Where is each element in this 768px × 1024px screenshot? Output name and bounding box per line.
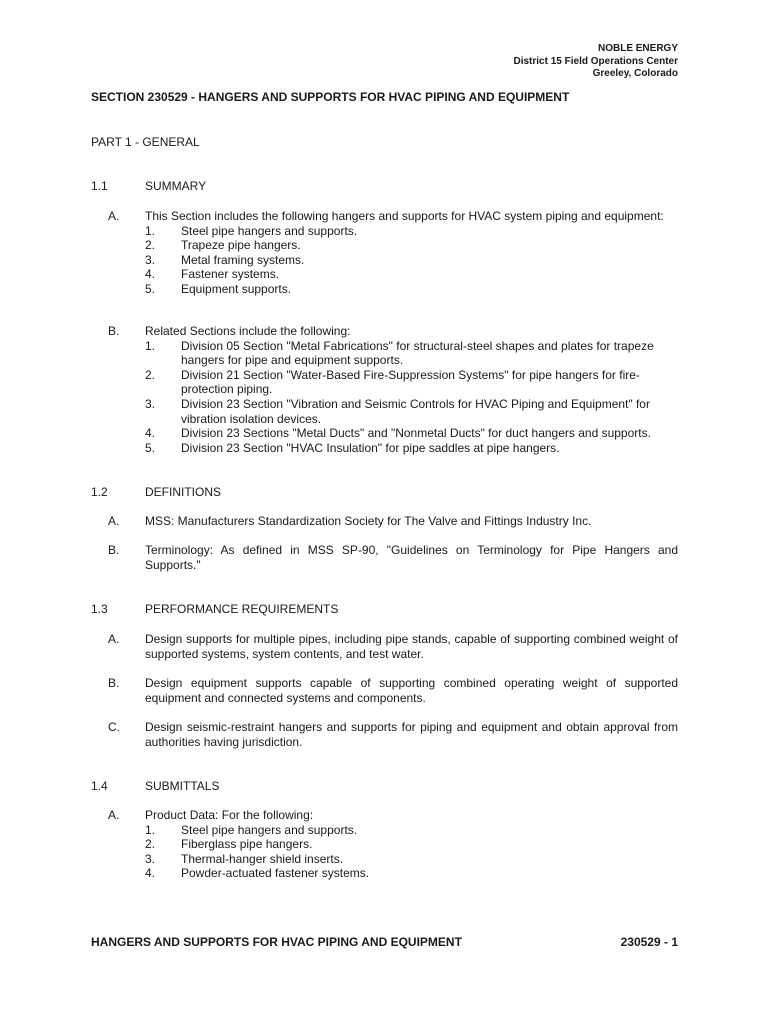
page-number: 230529 - 1 <box>620 935 678 949</box>
list-item <box>145 441 678 456</box>
item-text: Division 05 Section "Metal Fabrications" for structural-steel shapes and plates for trapeze hangers for pipe and equipment supports. <box>181 338 654 368</box>
list-item <box>145 282 678 297</box>
paragraph <box>108 324 678 455</box>
item-number: 3. <box>145 396 156 411</box>
item-text: Equipment supports. <box>181 281 292 296</box>
article-number: 1.3 <box>91 602 108 616</box>
item-text: Division 23 Sections "Metal Ducts" and "Nonmetal Ducts" for duct hangers and supports. <box>181 426 651 441</box>
paragraph-letter: C. <box>108 720 120 734</box>
paragraph-letter: B. <box>108 543 120 557</box>
article-title: SUMMARY <box>145 179 207 193</box>
paragraph-letter: A. <box>108 808 120 822</box>
paragraph-text: Related Sections include the following: <box>145 324 351 338</box>
article-number: 1.2 <box>91 485 108 499</box>
footer-title: HANGERS AND SUPPORTS FOR HVAC PIPING AND EQUIPMENT <box>91 935 462 949</box>
list-item <box>145 368 678 397</box>
item-number: 3. <box>145 252 156 267</box>
paragraph <box>108 543 678 572</box>
item-list <box>145 224 678 297</box>
item-number: 1. <box>145 338 156 353</box>
list-item <box>145 267 678 282</box>
paragraph <box>108 209 678 297</box>
item-text: Metal framing systems. <box>181 252 305 267</box>
list-item <box>145 253 678 268</box>
paragraph-text: Design supports for multiple pipes, including pipe stands, capable of supporting combined weight of supported systems, system contents, and test water. <box>145 632 678 661</box>
item-number: 1. <box>145 223 156 238</box>
article-number: 1.4 <box>91 779 108 793</box>
item-list <box>145 823 678 881</box>
item-number: 4. <box>145 426 156 441</box>
item-text: Powder-actuated fastener systems. <box>181 866 370 881</box>
item-number: 4. <box>145 866 156 881</box>
paragraph-text: Design equipment supports capable of supporting combined operating weight of supported equipment and connected systems and components. <box>145 676 678 705</box>
header-location: Greeley, Colorado <box>592 68 678 79</box>
list-item <box>145 238 678 253</box>
item-text: Division 23 Section "Vibration and Seismic Controls for HVAC Piping and Equipment" for vibration isolation devices. <box>181 396 650 426</box>
paragraph-letter: A. <box>108 632 120 646</box>
header-project: District 15 Field Operations Center <box>513 55 678 67</box>
item-number: 5. <box>145 440 156 455</box>
paragraph-letter: B. <box>108 324 120 338</box>
paragraph <box>108 632 678 661</box>
list-item <box>145 426 678 441</box>
list-item <box>145 852 678 867</box>
part-title: PART 1 - GENERAL <box>91 135 200 149</box>
paragraph <box>108 720 678 749</box>
article-title: SUBMITTALS <box>145 779 220 793</box>
item-number: 4. <box>145 267 156 282</box>
item-text: Division 23 Section "HVAC Insulation" for pipe saddles at pipe hangers. <box>181 440 560 455</box>
item-text: Steel pipe hangers and supports. <box>181 822 358 837</box>
list-item <box>145 224 678 239</box>
item-number: 2. <box>145 238 156 253</box>
paragraph-text: Terminology: As defined in MSS SP-90, "Guidelines on Terminology for Pipe Hangers and Supports." <box>145 543 678 572</box>
paragraph <box>108 808 678 881</box>
paragraph-text: Design seismic-restraint hangers and supports for piping and equipment and obtain approval from authorities having jurisdiction. <box>145 720 678 749</box>
list-item <box>145 837 678 852</box>
header-company: NOBLE ENERGY <box>597 43 678 54</box>
paragraph-letter: B. <box>108 676 120 690</box>
item-number: 3. <box>145 851 156 866</box>
item-text: Fiberglass pipe hangers. <box>181 837 313 852</box>
item-number: 1. <box>145 822 156 837</box>
list-item <box>145 823 678 838</box>
section-title: SECTION 230529 - HANGERS AND SUPPORTS FOR HVAC PIPING AND EQUIPMENT <box>91 90 570 104</box>
article-title: PERFORMANCE REQUIREMENTS <box>145 602 339 616</box>
list-item <box>145 866 678 881</box>
paragraph <box>108 676 678 705</box>
article-title: DEFINITIONS <box>145 485 222 499</box>
item-text: Thermal-hanger shield inserts. <box>181 851 344 866</box>
paragraph-text: This Section includes the following hangers and supports for HVAC system piping and equipment: <box>145 209 664 223</box>
list-item <box>145 397 678 426</box>
item-number: 2. <box>145 367 156 382</box>
paragraph <box>108 514 678 529</box>
item-text: Trapeze pipe hangers. <box>181 238 301 253</box>
item-number: 5. <box>145 281 156 296</box>
paragraph-letter: A. <box>108 209 120 223</box>
paragraph-letter: A. <box>108 514 120 528</box>
paragraph-text: MSS: Manufacturers Standardization Society for The Valve and Fittings Industry Inc. <box>145 514 592 528</box>
paragraph-text: Product Data: For the following: <box>145 808 314 822</box>
item-list <box>145 339 678 456</box>
item-text: Steel pipe hangers and supports. <box>181 223 358 238</box>
list-item <box>145 339 678 368</box>
item-text: Fastener systems. <box>181 267 280 282</box>
page-header <box>514 43 679 81</box>
item-text: Division 21 Section "Water-Based Fire-Suppression Systems" for pipe hangers for fire-protection piping. <box>181 367 640 397</box>
item-number: 2. <box>145 837 156 852</box>
article-number: 1.1 <box>91 179 108 193</box>
